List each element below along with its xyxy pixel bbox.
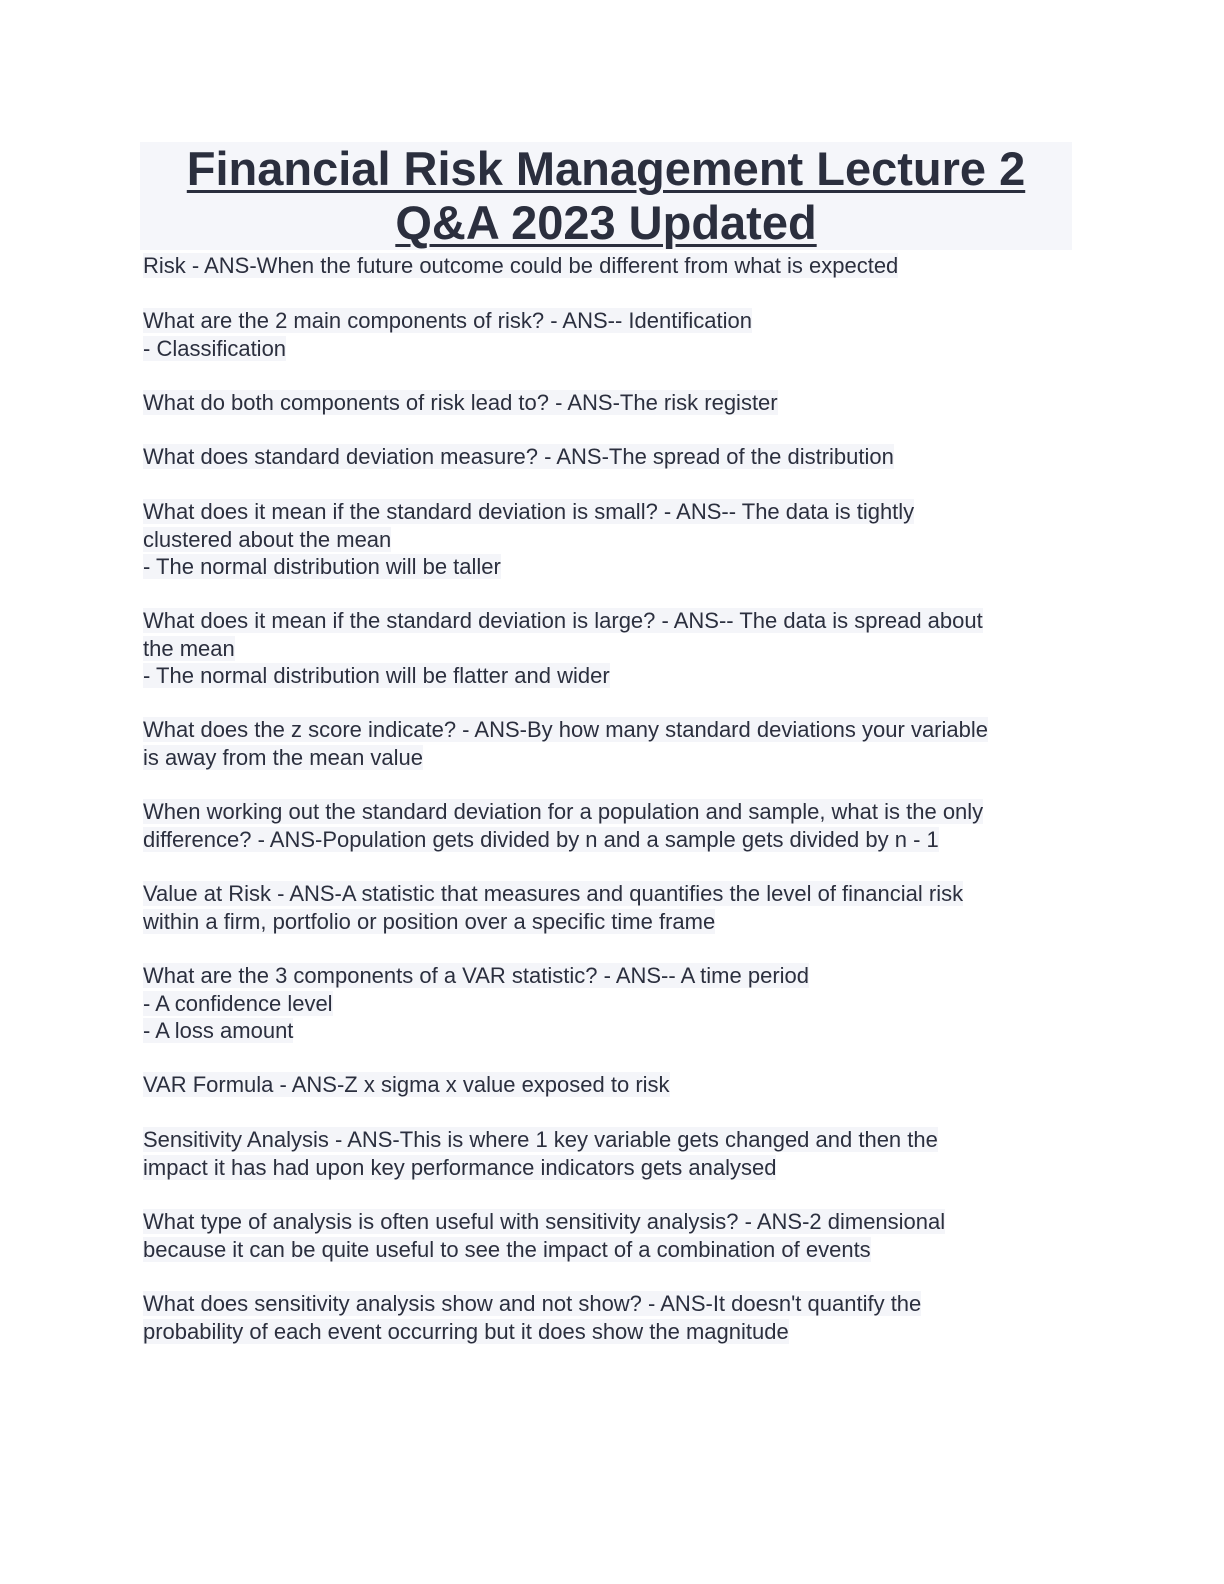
- qa-line: What does it mean if the standard deviation is small? - ANS-- The data is tightly: [143, 499, 915, 524]
- qa-line: within a firm, portfolio or position over a specific time frame: [143, 908, 716, 934]
- qa-line: What do both components of risk lead to? - ANS-The risk register: [143, 390, 778, 415]
- qa-line: - The normal distribution will be taller: [143, 554, 501, 579]
- qa-item-small-sd: [143, 498, 1078, 581]
- qa-line: What type of analysis is often useful with sensitivity analysis? - ANS-2 dimensional: [143, 1209, 946, 1234]
- qa-item-risk: [143, 252, 1078, 280]
- qa-item-population-sample: [143, 798, 1078, 853]
- qa-line: VAR Formula - ANS-Z x sigma x value exposed to risk: [143, 1072, 670, 1097]
- qa-item-var-components: [143, 962, 1078, 1045]
- qa-line: clustered about the mean: [143, 526, 392, 552]
- qa-line: What are the 3 components of a VAR statistic? - ANS-- A time period: [143, 963, 810, 988]
- qa-line: When working out the standard deviation for a population and sample, what is the only: [143, 799, 984, 824]
- qa-item-value-at-risk: [143, 880, 1078, 935]
- qa-line: What are the 2 main components of risk? - ANS-- Identification: [143, 308, 752, 333]
- qa-line: - The normal distribution will be flatter and wider: [143, 663, 610, 688]
- qa-item-analysis-type: [143, 1208, 1078, 1263]
- qa-line: - Classification: [143, 335, 287, 361]
- qa-item-sensitivity-show: [143, 1290, 1078, 1345]
- qa-line: What does standard deviation measure? - ANS-The spread of the distribution: [143, 444, 894, 469]
- qa-line: What does it mean if the standard deviation is large? - ANS-- The data is spread about: [143, 608, 983, 633]
- qa-line: probability of each event occurring but it does show the magnitude: [143, 1318, 789, 1344]
- qa-item-risk-register: [143, 389, 1078, 417]
- qa-item-var-formula: [143, 1071, 1078, 1099]
- qa-line: difference? - ANS-Population gets divided by n and a sample gets divided by n - 1: [143, 826, 939, 852]
- qa-line: impact it has had upon key performance indicators gets analysed: [143, 1154, 777, 1180]
- document-title: [140, 142, 1072, 250]
- qa-line: What does sensitivity analysis show and not show? - ANS-It doesn't quantify the: [143, 1291, 922, 1316]
- qa-item-standard-deviation: [143, 443, 1078, 471]
- qa-item-large-sd: [143, 607, 1078, 690]
- qa-line: Sensitivity Analysis - ANS-This is where 1 key variable gets changed and then the: [143, 1127, 938, 1152]
- qa-line: What does the z score indicate? - ANS-By how many standard deviations your variable: [143, 717, 988, 742]
- qa-line: - A confidence level: [143, 990, 333, 1016]
- qa-line: is away from the mean value: [143, 744, 424, 770]
- qa-line: - A loss amount: [143, 1018, 294, 1043]
- title-line-1: Financial Risk Management Lecture 2: [186, 142, 1026, 195]
- qa-line: Risk - ANS-When the future outcome could be different from what is expected: [143, 253, 899, 278]
- qa-line: Value at Risk - ANS-A statistic that measures and quantifies the level of financial risk: [143, 881, 964, 906]
- qa-line: because it can be quite useful to see the impact of a combination of events: [143, 1236, 871, 1262]
- qa-line: the mean: [143, 635, 235, 661]
- qa-item-z-score: [143, 716, 1078, 771]
- qa-item-sensitivity-analysis: [143, 1126, 1078, 1181]
- qa-item-risk-components: [143, 307, 1078, 362]
- title-line-2: Q&A 2023 Updated: [395, 196, 817, 249]
